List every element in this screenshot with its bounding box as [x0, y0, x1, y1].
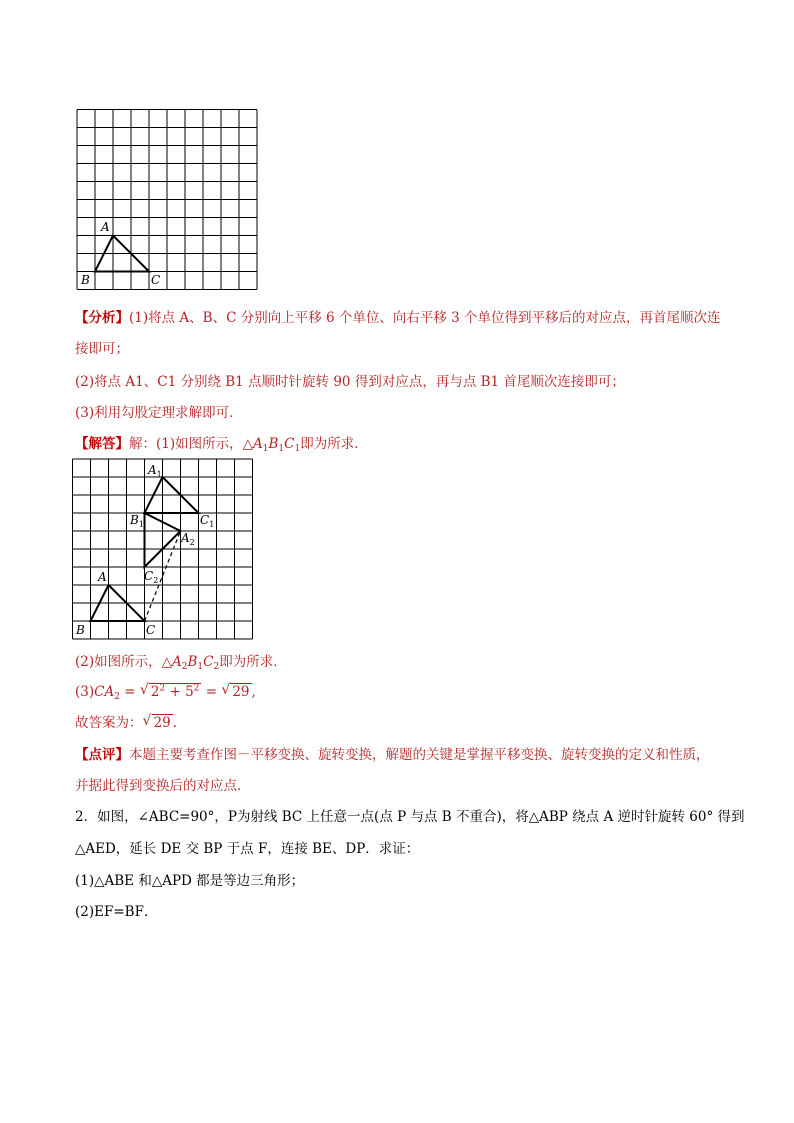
label-b: B	[81, 273, 90, 287]
answer-sqrt: √ 29	[142, 713, 171, 731]
solution-line-3: $(3)CA_2$ = √ $2^2 + 5^2$ = √ 29 ,	[75, 682, 256, 702]
solution-line-2: (2)如图所示，$\triangle A_2B_1C_2$即为所求．	[75, 654, 287, 672]
analysis-line-1: 【分析】(1)将点 A、B、C 分别向上平移 6 个单位、向右平移 3 个单位得到平移后的对应点，再首尾顺次连	[75, 310, 721, 326]
solution-line-4: 故答案为： √ 29 ．	[75, 713, 187, 731]
solution-line-1: 【解答】解：(1)如图所示，$\triangle A_1B_1C_1$即为所求．	[75, 436, 368, 454]
label-b: B	[76, 623, 85, 637]
problem-2-line-1: 2．如图，∠ABC=90°，P为射线 BC 上任意一点(点 P 与点 B 不重合)，将△ABP 绕点 A 逆时针旋转 60° 得到	[75, 809, 745, 825]
problem-2-line-2: △AED，延长 DE 交 BP 于点 F，连接 BE、DP．求证：	[75, 841, 420, 857]
figure-2-grid	[68, 456, 263, 646]
label-a: A	[98, 570, 107, 584]
label-c2: $C_2$	[144, 569, 159, 585]
comment-line-1: 【点评】本题主要考查作图－平移变换、旋转变换，解题的关键是掌握平移变换、旋转变换的定义和性质，	[75, 747, 710, 763]
problem-2-line-4: (2)EF=BF．	[75, 904, 158, 920]
comment-line-2: 并据此得到变换后的对应点．	[75, 778, 251, 794]
label-a2: $A_2$	[181, 531, 195, 547]
analysis-line-4: (3)利用勾股定理求解即可．	[75, 405, 243, 421]
label-a1: $A_1$	[148, 463, 162, 479]
analysis-line-3: (2)将点 A1、C1 分别绕 B1 点顺时针旋转 90 得到对应点，再与点 B1 首尾顺次连接即可；	[75, 374, 625, 390]
figure-1-grid	[70, 104, 270, 294]
label-c: C	[146, 623, 156, 637]
label-a: A	[101, 220, 110, 234]
label-c: C	[151, 273, 161, 287]
problem-2-line-3: (1)△ABE 和△APD 都是等边三角形；	[75, 873, 305, 889]
analysis-line-2: 接即可；	[75, 341, 129, 357]
label-b1: $B_1$	[130, 513, 144, 529]
label-c1: $C_1$	[200, 513, 215, 529]
ca2-expression: $CA_2$ = √ $2^2 + 5^2$ = √ 29 ,	[94, 682, 256, 702]
